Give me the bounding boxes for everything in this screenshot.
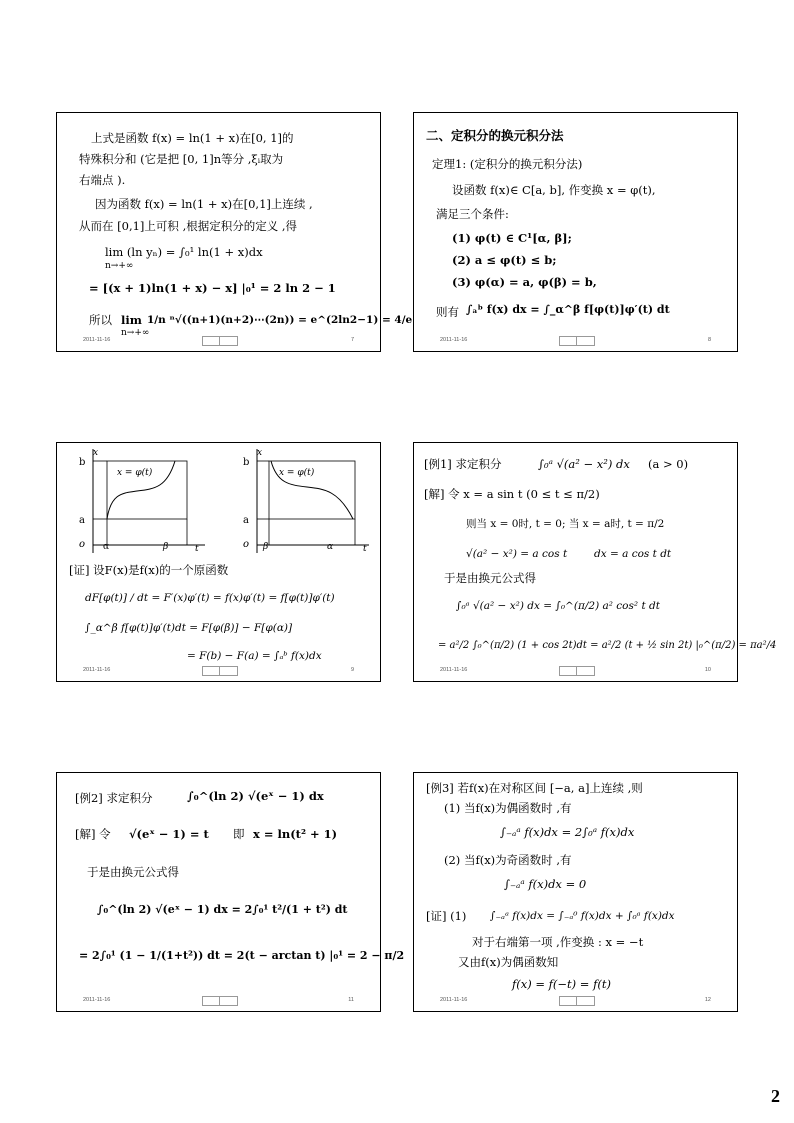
text-line: 上式是函数 f(x) = ln(1 + x)在[0, 1]的 bbox=[91, 131, 294, 145]
text-line: 右端点 ). bbox=[79, 173, 126, 187]
text-line: 对于右端第一项 ,作变换 : x = −t bbox=[472, 935, 644, 949]
y-axis-label: x bbox=[257, 448, 263, 458]
curve-label: x = φ(t) bbox=[117, 468, 153, 478]
nav-buttons bbox=[202, 666, 238, 676]
formula: ∫ₐᵇ f(x) dx = ∫_α^β f[φ(t)]φ′(t) dt bbox=[466, 303, 670, 316]
nav-buttons bbox=[559, 996, 595, 1006]
curve-label: x = φ(t) bbox=[279, 468, 315, 478]
condition-3: (3) φ(α) = a, φ(β) = b, bbox=[452, 275, 597, 289]
formula: = [(x + 1)ln(1 + x) − x] |₀¹ = 2 ln 2 − 1 bbox=[89, 281, 336, 295]
formula: 1/n ⁿ√((n+1)(n+2)⋯(2n)) = e^(2ln2−1) = 4/e bbox=[147, 314, 413, 326]
theorem-title: 定理1: (定积分的换元积分法) bbox=[432, 157, 583, 171]
label-a: a bbox=[79, 515, 85, 526]
label-b: b bbox=[79, 457, 86, 468]
proof-line: [证] 设F(x)是f(x)的一个原函数 bbox=[69, 563, 229, 577]
formula: ∫₀ᵃ √(a² − x²) dx bbox=[538, 457, 630, 471]
condition-1: (1) φ(t) ∈ C¹[α, β]; bbox=[452, 231, 572, 245]
example-title: [例1] 求定积分 bbox=[424, 457, 502, 471]
slide-number: 12 bbox=[704, 997, 711, 1003]
text-line: 设函数 f(x)∈ C[a, b], 作变换 x = φ(t), bbox=[452, 183, 656, 197]
label-t: t bbox=[363, 544, 367, 554]
slide-number: 10 bbox=[704, 667, 711, 673]
limit-subscript: n→+∞ bbox=[105, 261, 134, 271]
text-line: 从而在 [0,1]上可积 ,根据定积分的定义 ,得 bbox=[79, 219, 298, 233]
nav-buttons bbox=[559, 336, 595, 346]
example-title: [例2] 求定积分 bbox=[75, 791, 153, 805]
label-b: b bbox=[243, 457, 250, 468]
label-alpha: α bbox=[103, 542, 110, 552]
formula: lim bbox=[121, 313, 142, 327]
slide-8 bbox=[413, 112, 738, 352]
formula: = 2∫₀¹ (1 − 1/(1+t²)) dt = 2(t − arctan t) |₀¹ = 2 − π/2 bbox=[79, 949, 405, 962]
formula: = F(b) − F(a) = ∫ₐᵇ f(x)dx bbox=[187, 650, 322, 662]
page-number: 2 bbox=[771, 1086, 780, 1106]
label-t: t bbox=[195, 544, 199, 554]
label-origin: o bbox=[79, 539, 86, 550]
text-line: (1) 当f(x)为偶函数时 ,有 bbox=[444, 801, 572, 815]
text-line: 于是由换元公式得 bbox=[444, 571, 536, 585]
slide-date: 2011-11-16 bbox=[83, 667, 111, 673]
example-title: [例3] 若f(x)在对称区间 [−a, a]上连续 ,则 bbox=[426, 781, 643, 795]
nav-buttons bbox=[202, 336, 238, 346]
formula: √(a² − x²) = a cos t bbox=[466, 548, 568, 560]
formula: dx = a cos t dt bbox=[594, 548, 672, 560]
condition: (a > 0) bbox=[648, 457, 689, 471]
label-alpha: α bbox=[327, 542, 334, 552]
graph-pair bbox=[57, 443, 380, 563]
slide-number: 8 bbox=[707, 337, 711, 343]
solution-line: [解] 令 bbox=[75, 827, 111, 841]
slide-date: 2011-11-16 bbox=[440, 337, 468, 343]
slide-number: 7 bbox=[350, 337, 354, 343]
slide-10 bbox=[413, 442, 777, 682]
text-line: 于是由换元公式得 bbox=[87, 865, 179, 879]
text-line: 又由f(x)为偶函数知 bbox=[458, 955, 559, 969]
slide-7 bbox=[56, 112, 413, 352]
label-a: a bbox=[243, 515, 249, 526]
graph-right bbox=[243, 448, 369, 554]
text-line: (2) 当f(x)为奇函数时 ,有 bbox=[444, 853, 572, 867]
text-line: 则有 bbox=[436, 305, 459, 319]
text-line: 即 bbox=[233, 827, 245, 841]
slide-date: 2011-11-16 bbox=[440, 997, 468, 1003]
formula: = a²/2 ∫₀^(π/2) (1 + cos 2t)dt = a²/2 (t + ½ sin 2t) |₀^(π/2) = πa²/4 bbox=[438, 640, 777, 651]
nav-buttons bbox=[559, 666, 595, 676]
text-line: 则当 x = 0时, t = 0; 当 x = a时, t = π/2 bbox=[466, 518, 665, 530]
text-line: 满足三个条件: bbox=[436, 207, 509, 221]
formula: ∫₀^(ln 2) √(eˣ − 1) dx = 2∫₀¹ t²/(1 + t²) dt bbox=[97, 903, 348, 916]
text-line: 因为函数 f(x) = ln(1 + x)在[0,1]上连续 , bbox=[95, 197, 313, 211]
limit-subscript: n→+∞ bbox=[121, 328, 150, 338]
label-beta: β bbox=[263, 542, 269, 552]
slide-date: 2011-11-16 bbox=[83, 997, 111, 1003]
slide-date: 2011-11-16 bbox=[440, 667, 468, 673]
formula: f(x) = f(−t) = f(t) bbox=[512, 977, 611, 991]
section-heading: 二、定积分的换元积分法 bbox=[426, 128, 564, 143]
formula: ∫₋ₐᵃ f(x)dx = 0 bbox=[504, 877, 587, 891]
graph-left bbox=[79, 448, 205, 554]
slide-11 bbox=[56, 772, 405, 1012]
label-beta: β bbox=[163, 542, 169, 552]
solution-line: [解] 令 x = a sin t (0 ≤ t ≤ π/2) bbox=[424, 487, 600, 501]
label-origin: o bbox=[243, 539, 250, 550]
formula: x = ln(t² + 1) bbox=[253, 827, 338, 841]
slide-number: 11 bbox=[348, 997, 354, 1003]
y-axis-label: x bbox=[93, 448, 99, 458]
proof-line: [证] (1) bbox=[426, 909, 467, 923]
formula: ∫₋ₐᵃ f(x)dx = 2∫₀ᵃ f(x)dx bbox=[500, 825, 635, 839]
nav-buttons bbox=[202, 996, 238, 1006]
slide-12 bbox=[413, 772, 738, 1012]
text-line: 所以 bbox=[89, 313, 112, 327]
formula: ∫₋ₐᵃ f(x)dx = ∫₋ₐ⁰ f(x)dx + ∫₀ᵃ f(x)dx bbox=[490, 910, 675, 922]
slide-number: 9 bbox=[350, 667, 354, 673]
slide-date: 2011-11-16 bbox=[83, 337, 111, 343]
condition-2: (2) a ≤ φ(t) ≤ b; bbox=[452, 253, 557, 267]
formula: dF[φ(t)] / dt = F′(x)φ′(t) = f(x)φ′(t) = f[φ(t)]φ′(t) bbox=[85, 592, 335, 604]
formula: lim (ln yₙ) = ∫₀¹ ln(1 + x)dx bbox=[105, 245, 263, 259]
formula: √(eˣ − 1) = t bbox=[129, 827, 209, 841]
formula: ∫_α^β f[φ(t)]φ′(t)dt = F[φ(β)] − F[φ(α)] bbox=[85, 622, 293, 634]
slide-9 bbox=[56, 442, 381, 682]
formula: ∫₀^(ln 2) √(eˣ − 1) dx bbox=[187, 789, 324, 803]
text-line: 特殊积分和 (它是把 [0, 1]n等分 ,ξᵢ取为 bbox=[79, 152, 284, 166]
formula: ∫₀ᵃ √(a² − x²) dx = ∫₀^(π/2) a² cos² t dt bbox=[456, 600, 660, 612]
